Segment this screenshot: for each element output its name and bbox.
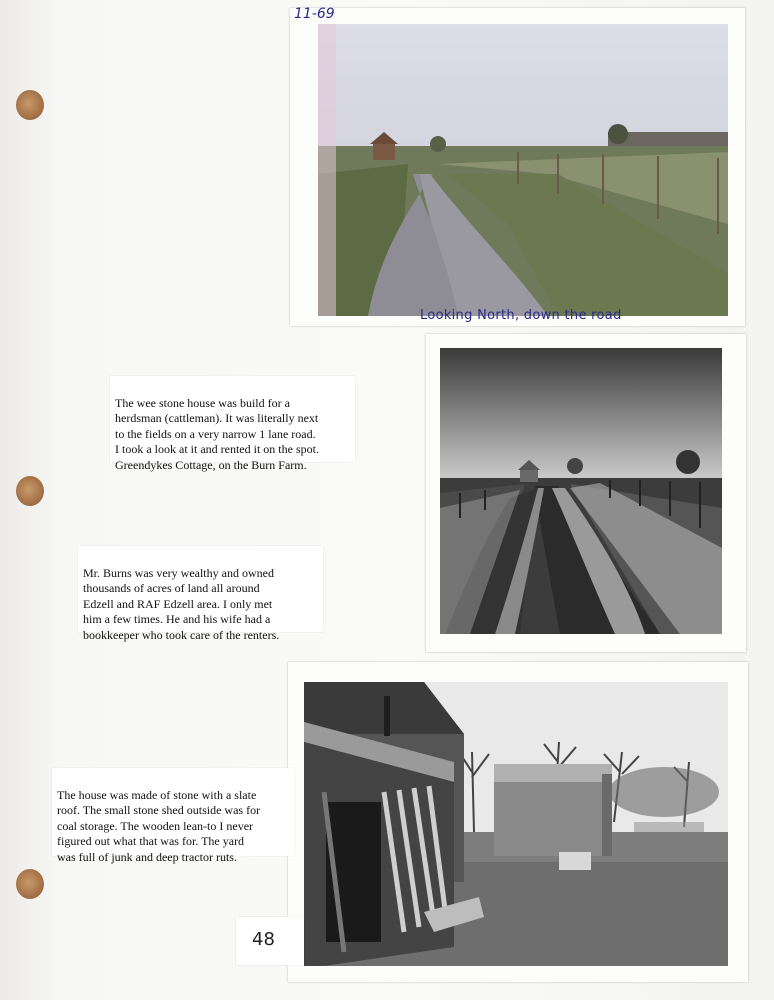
page-number: 48 (252, 929, 275, 950)
binder-hole (16, 869, 44, 899)
date-note: 11-69 (294, 6, 335, 22)
caption-card-mr-burns (78, 546, 323, 642)
binder-hole (16, 90, 44, 120)
caption-text: Mr. Burns was very wealthy and owned thousands of acres of land all around Edzell and RAF Edzell area. I only met him a few times. He and his wife had a bookkeeper who took care of the renters. (83, 565, 280, 642)
top-photo-mount (290, 8, 745, 326)
top-photo-caption: Looking North, down the road (420, 308, 622, 323)
stone-house-photo (304, 682, 728, 966)
binder-hole (16, 476, 44, 506)
road-north-photo (318, 24, 728, 316)
page-number-card (236, 917, 304, 965)
wet-lane-photo (440, 348, 722, 634)
bottom-photo-mount (288, 662, 748, 982)
caption-card-house-intro (110, 376, 355, 472)
middle-photo-mount (426, 334, 746, 652)
caption-text: The house was made of stone with a slate roof. The small stone shed outside was for coal storage. The wooden lean-to I never figured out what that was for. The yard was full of junk and deep tractor ruts. (57, 787, 261, 864)
caption-text: The wee stone house was build for a herdsman (cattleman). It was literally next to the fields on a very narrow 1 lane road. I took a look at it and rented it on the spot. Greendykes Cottage, on the Burn Farm. (115, 395, 319, 472)
caption-card-house-details (52, 768, 295, 864)
